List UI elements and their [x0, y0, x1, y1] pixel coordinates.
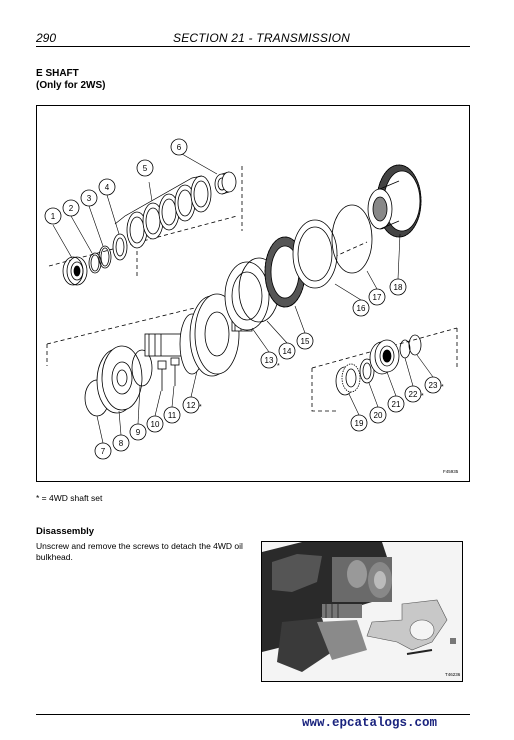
asterisk-13: *	[277, 363, 280, 370]
screw-part-11	[171, 358, 179, 386]
callout-label-8: 8	[118, 439, 124, 448]
transmission-photo-illustration	[262, 542, 462, 681]
exploded-diagram	[36, 105, 470, 482]
callout-label-18: 18	[393, 283, 403, 292]
callout-label-1: 1	[50, 212, 56, 221]
plate-part-16	[293, 220, 337, 288]
disassembly-photo	[261, 541, 463, 682]
asterisk-22: *	[421, 393, 424, 400]
watermark-link[interactable]: www.epcatalogs.com	[302, 716, 438, 730]
callout-label-9: 9	[135, 428, 141, 437]
snap-ring-part-17	[332, 205, 372, 273]
subsection-subtitle: (Only for 2WS)	[36, 80, 106, 91]
callout-label-2: 2	[68, 204, 74, 213]
gear-part-18	[368, 165, 421, 237]
subsection-title: E SHAFT	[36, 68, 79, 79]
callout-label-21: 21	[391, 400, 401, 409]
callout-label-22: 22	[408, 390, 418, 399]
callout-label-17: 17	[372, 293, 382, 302]
callout-label-14: 14	[282, 347, 292, 356]
callout-label-13: 13	[264, 356, 274, 365]
callout-label-11: 11	[167, 411, 177, 420]
subsection-heading	[36, 68, 105, 92]
callout-label-4: 4	[104, 183, 110, 192]
ring-part-23	[409, 335, 421, 355]
footer-rule	[36, 714, 470, 715]
bearing-part-1	[63, 257, 87, 285]
callout-label-19: 19	[354, 419, 364, 428]
piston-part-8	[97, 346, 142, 413]
callout-label-7: 7	[100, 447, 106, 456]
disassembly-text: Unscrew and remove the screws to detach the 4WD oil bulkhead.	[36, 541, 243, 562]
callout-label-16: 16	[356, 304, 366, 313]
clutch-discs-part-5	[127, 176, 211, 248]
bushing-part-6	[215, 172, 236, 194]
figure-code: F45935	[443, 469, 459, 474]
header-rule	[36, 46, 470, 47]
section-title: SECTION 21 - TRANSMISSION	[173, 31, 351, 45]
callout-label-6: 6	[176, 143, 182, 152]
callout-label-5: 5	[142, 164, 148, 173]
page-number: 290	[36, 31, 57, 45]
callout-label-10: 10	[150, 420, 160, 429]
callout-label-23: 23	[428, 381, 438, 390]
screw-part-10	[158, 361, 166, 391]
asterisk-23: *	[441, 384, 444, 391]
asterisk-12: *	[199, 404, 202, 411]
ring-part-22	[400, 340, 410, 358]
bearing-part-21	[370, 340, 399, 374]
needle-bearing-part-19	[336, 364, 360, 395]
footnote: * = 4WD shaft set	[36, 493, 103, 503]
callout-label-15: 15	[300, 337, 310, 346]
callout-label-3: 3	[86, 194, 92, 203]
disassembly-heading: Disassembly	[36, 526, 95, 537]
exploded-view-drawing	[37, 106, 469, 481]
photo-figure-code: T46236	[445, 672, 461, 677]
callout-label-20: 20	[373, 411, 383, 420]
callout-label-12: 12	[186, 401, 196, 410]
